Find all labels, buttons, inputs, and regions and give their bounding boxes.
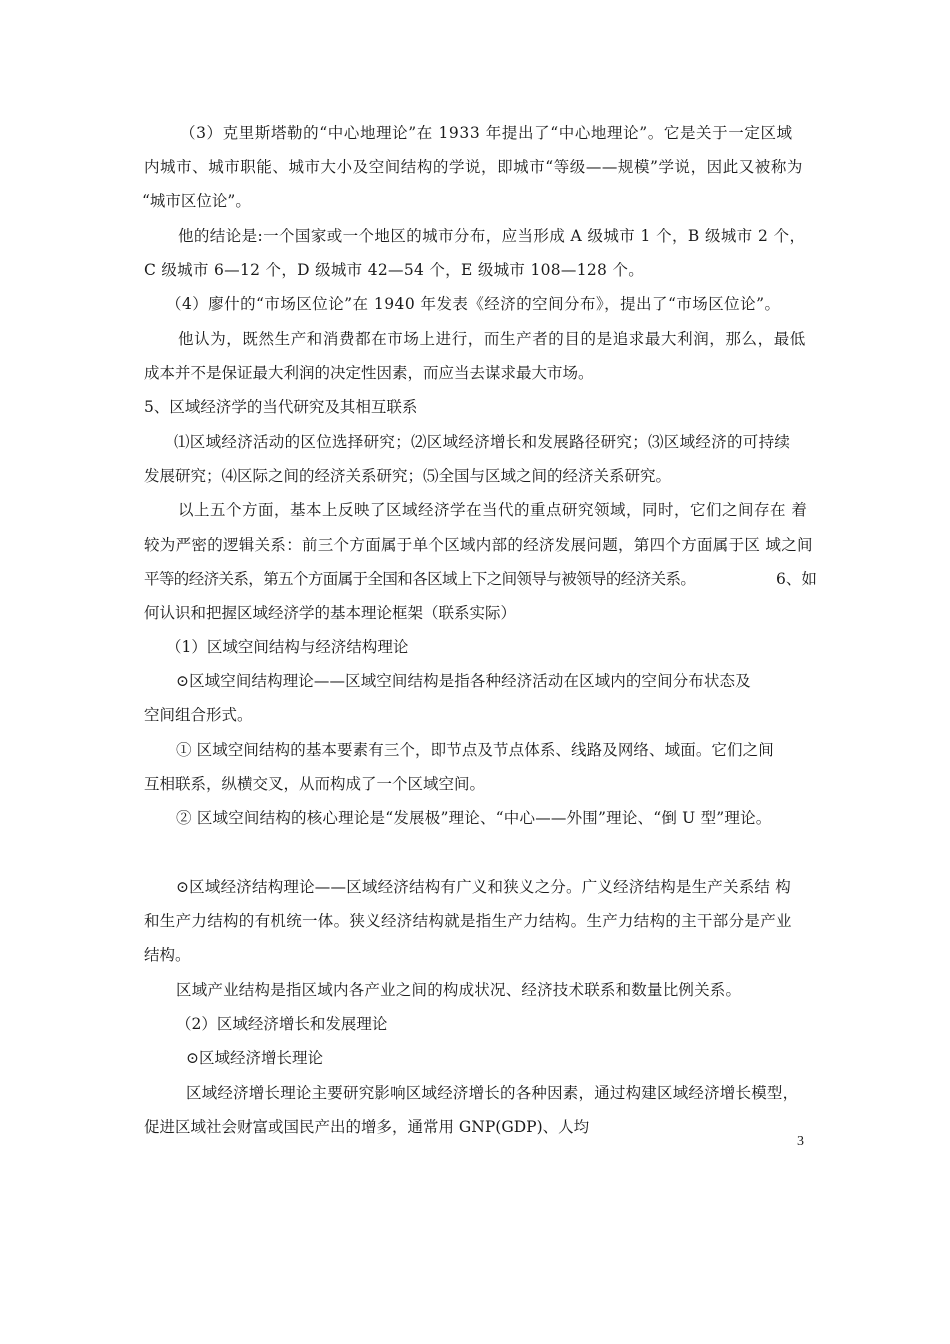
paragraph-line: 平等的经济关系，第五个方面属于全国和各区域上下之间领导与被领导的经济关系。 — [144, 570, 696, 588]
paragraph-line: 促进区域社会财富或国民产出的增多，通常用 GNP(GDP)、人均 — [144, 1118, 590, 1136]
paragraph-line: 成本并不是保证最大利润的决定性因素，而应当去谋求最大市场。 — [144, 364, 594, 382]
section-heading: 何认识和把握区域经济学的基本理论框架（联系实际） — [144, 604, 517, 622]
paragraph-line: ① 区域空间结构的基本要素有三个，即节点及节点体系、线路及网络、域面。它们之间 — [176, 741, 774, 759]
paragraph-line: 空间组合形式。 — [144, 706, 253, 724]
subsection-heading: （1）区域空间结构与经济结构理论 — [166, 638, 409, 656]
paragraph-line: 区域经济增长理论主要研究影响区域经济增长的各种因素，通过构建区域经济增长模型， — [186, 1084, 799, 1102]
paragraph-line: ② 区域空间结构的核心理论是“发展极”理论、“中心——外围”理论、“倒 U 型”理论。 — [176, 809, 772, 827]
paragraph-line: 区域产业结构是指区域内各产业之间的构成状况、经济技术联系和数量比例关系。 — [176, 981, 742, 999]
paragraph-line: ⊙区域空间结构理论——区域空间结构是指各种经济活动在区域内的空间分布状态及 — [176, 672, 751, 690]
subsection-heading: （2）区域经济增长和发展理论 — [176, 1015, 388, 1033]
paragraph-line: （4）廖什的“市场区位论”在 1940 年发表《经济的空间分布》，提出了“市场区位论”。 — [166, 295, 781, 313]
paragraph-line: 发展研究；⑷区际之间的经济关系研究；⑸全国与区域之间的经济关系研究。 — [144, 467, 672, 485]
page-number: 3 — [797, 1134, 804, 1149]
paragraph-line: C 级城市 6—12 个，D 级城市 42—54 个，E 级城市 108—128 个。 — [144, 261, 645, 279]
paragraph-line: 和生产力结构的有机统一体。狭义经济结构就是指生产力结构。生产力结构的主干部分是产业 — [144, 912, 792, 930]
paragraph-line: 以上五个方面，基本上反映了区域经济学在当代的重点研究领域，同时，它们之间存在 着 — [178, 501, 808, 519]
paragraph-line: （3）克里斯塔勒的“中心地理论”在 1933 年提出了“中心地理论”。它是关于一定区域 — [180, 124, 793, 142]
paragraph-line: 他的结论是:一个国家或一个地区的城市分布，应当形成 A 级城市 1 个，B 级城市 2 个， — [178, 227, 806, 245]
paragraph-line: ⊙区域经济增长理论 — [186, 1049, 323, 1067]
paragraph-line: ⊙区域经济结构理论——区域经济结构有广义和狭义之分。广义经济结构是生产关系结 构 — [176, 878, 791, 896]
section-heading: 6、如 — [776, 570, 817, 588]
paragraph-line: 较为严密的逻辑关系：前三个方面属于单个区域内部的经济发展问题，第四个方面属于区 域之间 — [144, 536, 813, 554]
paragraph-line: “城市区位论”。 — [142, 192, 251, 210]
paragraph-line: 结构。 — [144, 946, 191, 964]
paragraph-line: 他认为，既然生产和消费都在市场上进行，而生产者的目的是追求最大利润，那么，最低 — [178, 330, 806, 348]
paragraph-line: 内城市、城市职能、城市大小及空间结构的学说，即城市“等级——规模”学说，因此又被称为 — [144, 158, 803, 176]
section-heading: 5、区域经济学的当代研究及其相互联系 — [144, 398, 418, 416]
paragraph-line: 互相联系，纵横交叉，从而构成了一个区域空间。 — [144, 775, 486, 793]
paragraph-line: ⑴区域经济活动的区位选择研究；⑵区域经济增长和发展路径研究；⑶区域经济的可持续 — [174, 433, 791, 451]
